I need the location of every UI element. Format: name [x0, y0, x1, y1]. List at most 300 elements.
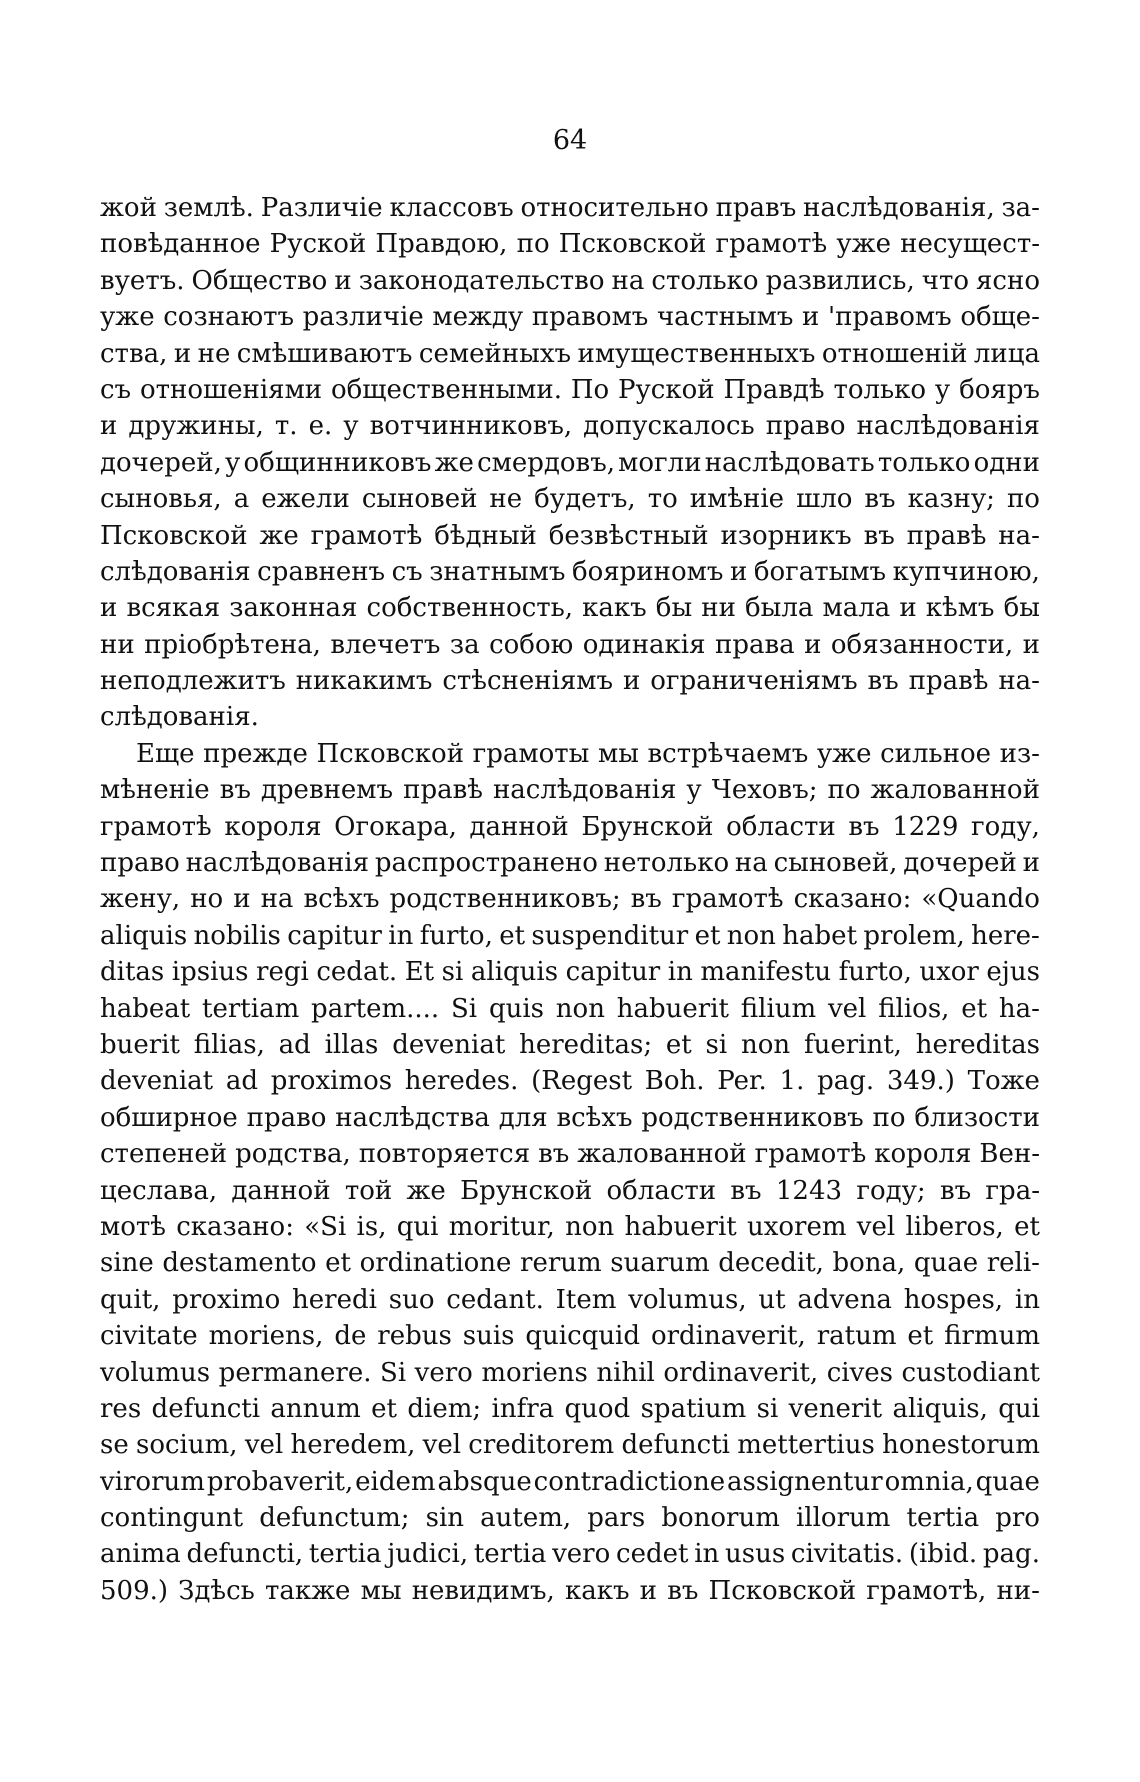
word: de — [334, 1321, 367, 1352]
word: невидимъ, — [411, 1575, 555, 1606]
word: какъ — [564, 1575, 630, 1606]
word: правѣ — [906, 520, 987, 551]
text-line — [100, 1318, 1040, 1354]
word: из- — [999, 738, 1040, 769]
word: неподлежитъ — [100, 666, 286, 697]
word: prolem, — [863, 920, 965, 951]
word: et — [665, 1029, 692, 1060]
word: capitur — [287, 920, 382, 951]
word: spatium — [640, 1393, 747, 1424]
word: въ — [864, 484, 896, 515]
text-line — [100, 336, 1040, 372]
word: venerit — [788, 1393, 883, 1424]
word: sin — [425, 1503, 465, 1534]
word: мотѣ — [100, 1211, 166, 1242]
word: filium — [740, 993, 817, 1024]
word: и — [1022, 848, 1040, 879]
word: законная — [229, 593, 358, 624]
word: heredes. — [404, 1066, 519, 1097]
word: civitatis. — [790, 1539, 904, 1570]
word: (Regest — [531, 1066, 633, 1097]
word: частнымъ — [656, 302, 794, 333]
word: bona, — [832, 1248, 906, 1279]
word: quae — [913, 1248, 979, 1279]
word: defunctum; — [259, 1503, 410, 1534]
word: казну; — [907, 484, 995, 515]
word: destamento — [162, 1248, 317, 1279]
word: moriens — [481, 1357, 588, 1388]
word: же — [406, 1175, 446, 1206]
word: contradictione — [533, 1466, 726, 1497]
word: Тоже — [967, 1066, 1040, 1097]
word: ежели — [261, 484, 350, 515]
word: «Si — [304, 1211, 347, 1242]
word: слѣдованія — [100, 556, 251, 587]
word: pag. — [817, 1066, 875, 1097]
word: vel — [827, 993, 867, 1024]
word: грамоты — [472, 738, 590, 769]
word: несущест- — [900, 229, 1040, 260]
word: дружины, — [128, 411, 264, 442]
text-line — [100, 1245, 1040, 1281]
text-line — [100, 991, 1040, 1027]
word: buerit — [100, 1029, 180, 1060]
word: qui — [396, 1211, 439, 1242]
word: ясно — [976, 265, 1040, 296]
word: дочерей, — [100, 447, 222, 478]
word: какъ — [582, 593, 647, 624]
text-line — [100, 954, 1040, 990]
word: firmum — [944, 1321, 1040, 1352]
word: право — [765, 411, 846, 442]
word: Руской — [618, 374, 715, 405]
word: virorum — [100, 1466, 205, 1497]
word: за- — [1001, 193, 1040, 223]
text-line — [100, 445, 1040, 481]
word: illas — [324, 1029, 379, 1060]
word: допускалось — [583, 411, 755, 442]
word: manifestu — [700, 957, 832, 988]
word: partem.... — [311, 993, 440, 1024]
word: in — [694, 1539, 720, 1570]
word: области — [606, 1175, 717, 1206]
word: сознаютъ — [163, 302, 295, 333]
word: одинакія — [582, 629, 706, 660]
word: у — [343, 411, 359, 442]
text-line — [100, 263, 1040, 299]
body-text — [100, 190, 1040, 1609]
word: pag. — [982, 1539, 1040, 1570]
word: here- — [971, 920, 1040, 951]
word: стѣсненіямъ — [442, 666, 614, 697]
word: также — [265, 1575, 351, 1606]
text-line — [100, 736, 1040, 772]
word: и — [804, 629, 822, 660]
word: мы — [360, 1575, 402, 1606]
word: permanere. — [218, 1357, 372, 1388]
word: на — [260, 884, 294, 915]
word: для — [498, 1102, 548, 1133]
word: Еще — [136, 738, 195, 769]
word: мѣненіе — [100, 775, 210, 806]
word: наслѣдовать — [704, 447, 875, 478]
word: гра- — [985, 1175, 1040, 1206]
word: habet — [782, 920, 858, 951]
text-line — [100, 918, 1040, 954]
word: не — [489, 484, 523, 515]
word: у — [225, 447, 241, 478]
page-number: 64 — [552, 125, 588, 156]
text-line — [100, 372, 1040, 408]
word: reli- — [986, 1248, 1040, 1279]
word: aliquis, — [892, 1393, 988, 1424]
word: на- — [998, 666, 1040, 697]
word: въ — [848, 811, 880, 842]
word: же — [259, 520, 299, 551]
word: бояриномъ — [571, 556, 724, 587]
word: законодательство — [358, 265, 605, 296]
text-line — [100, 226, 1040, 262]
word: данной — [231, 1175, 331, 1206]
word: общественными. — [330, 374, 562, 405]
word: moritur, — [448, 1211, 555, 1242]
word: ha- — [998, 993, 1040, 1024]
word: defuncti, — [186, 1539, 304, 1570]
word: по — [516, 229, 550, 260]
word: Руской — [269, 229, 367, 260]
word: ordinaverit, — [650, 1321, 806, 1352]
word: si — [705, 1029, 728, 1060]
word: мы — [597, 738, 639, 769]
word: tertia — [308, 1539, 382, 1570]
word: и — [802, 302, 820, 333]
word: ut — [758, 1284, 786, 1315]
word: socium, — [136, 1430, 238, 1461]
text-line — [100, 518, 1040, 554]
word: данной — [469, 811, 569, 842]
word: по — [872, 1102, 906, 1133]
text-line — [100, 1173, 1040, 1209]
word: suo — [388, 1284, 435, 1315]
word: имущественныхъ — [577, 338, 816, 369]
word: то — [647, 484, 678, 515]
word: bonorum — [661, 1503, 780, 1534]
word: короля — [224, 811, 322, 842]
word: родственниковъ; — [389, 884, 621, 915]
word: Псковской — [558, 229, 707, 260]
word: vero — [552, 1539, 611, 1570]
word: 1243 — [775, 1175, 843, 1206]
word: сказано: — [176, 1211, 294, 1242]
text-line — [100, 881, 1040, 917]
word: mettertius — [737, 1430, 875, 1461]
word: honestorum — [882, 1430, 1040, 1461]
word: usus — [724, 1539, 786, 1570]
word: illorum — [795, 1503, 891, 1534]
word: aliquis — [100, 920, 188, 951]
word: правѣ — [403, 775, 483, 806]
word: богатымъ — [753, 556, 887, 587]
word: распространено — [374, 848, 598, 879]
word: различіе — [302, 302, 424, 333]
text-line — [100, 481, 1040, 517]
text-line — [100, 1500, 1040, 1536]
word: 1. — [779, 1066, 805, 1097]
word: же — [434, 447, 474, 478]
word: на — [734, 848, 768, 879]
word: землѣ. — [163, 193, 254, 223]
text-line — [100, 1063, 1040, 1099]
word: была — [745, 593, 814, 624]
word: heredi — [292, 1284, 377, 1315]
word: annum — [270, 1393, 361, 1424]
word: regi — [256, 957, 309, 988]
word: Item — [555, 1284, 617, 1315]
word: обширное — [100, 1102, 238, 1133]
word: жой — [100, 193, 157, 223]
word: и — [622, 666, 641, 697]
word: нетолько — [603, 848, 730, 879]
word: общинниковъ — [243, 447, 432, 478]
word: вотчинниковъ, — [369, 411, 573, 442]
word: quicquid — [525, 1321, 641, 1352]
word: въ — [538, 1139, 570, 1170]
word: Псковской — [100, 520, 248, 551]
word: non — [555, 993, 605, 1024]
text-line — [100, 1536, 1040, 1572]
word: moriens, — [208, 1321, 324, 1352]
word: pars — [587, 1503, 646, 1534]
word: ad — [278, 1029, 311, 1060]
word: 349.) — [886, 1066, 955, 1097]
word: uxorem — [747, 1211, 847, 1242]
word: сыновей, — [773, 848, 898, 879]
word: права — [714, 629, 795, 660]
word: съ — [391, 556, 423, 587]
word: въ — [939, 1175, 972, 1206]
word: наслѣдства — [335, 1102, 490, 1133]
word: Общество — [191, 265, 328, 296]
word: и — [729, 556, 748, 587]
word: habuerit — [616, 993, 729, 1024]
word: quae — [975, 1466, 1040, 1497]
word: cedet — [616, 1539, 689, 1570]
word: proximo — [172, 1284, 281, 1315]
word: judici, — [387, 1539, 469, 1570]
word: tertia — [473, 1539, 547, 1570]
word: ejus — [986, 957, 1040, 988]
word: прежде — [203, 738, 308, 769]
word: и — [100, 593, 118, 624]
word: decedit, — [718, 1248, 824, 1279]
word: жалованной — [870, 775, 1040, 806]
word: furto, — [419, 920, 493, 951]
word: году; — [856, 1175, 926, 1206]
word: custodiant — [901, 1357, 1040, 1388]
word: и — [100, 411, 118, 442]
word: сильное — [880, 738, 992, 769]
word: правомъ — [531, 302, 649, 333]
word: грамотѣ — [100, 811, 212, 842]
word: et — [371, 1393, 397, 1424]
word: цеслава, — [100, 1175, 218, 1206]
word: что — [921, 265, 969, 296]
word: absque — [437, 1466, 532, 1497]
word: всѣхъ — [556, 1102, 633, 1133]
text-line — [100, 845, 1040, 881]
word: si — [756, 1393, 779, 1424]
word: in — [1014, 1284, 1040, 1315]
word: ordinaverit, — [663, 1357, 819, 1388]
word: семейныхъ — [418, 338, 572, 369]
word: suspenditur — [531, 920, 689, 951]
word: По — [570, 374, 610, 405]
word: году, — [971, 811, 1040, 842]
text-line — [100, 699, 1040, 735]
word: ограниченіямъ — [650, 666, 858, 697]
word: Правдѣ — [723, 374, 825, 405]
word: autem, — [480, 1503, 572, 1534]
word: право — [246, 1102, 327, 1133]
word: а — [233, 484, 250, 515]
word: въ — [219, 775, 251, 806]
word: влечетъ — [330, 629, 441, 660]
word: ordinatione — [359, 1248, 512, 1279]
word: in — [388, 920, 414, 951]
word: наслѣдованія — [492, 775, 677, 806]
word: купчиною, — [892, 556, 1040, 587]
word: родственниковъ — [641, 1102, 864, 1133]
word: не — [197, 338, 231, 369]
word: бы — [655, 593, 693, 624]
word: et — [1014, 1211, 1040, 1242]
word: et — [499, 920, 526, 951]
word: (ibid. — [908, 1539, 978, 1570]
text-line — [100, 554, 1040, 590]
word: ни- — [996, 1575, 1040, 1606]
word: грамотѣ — [671, 884, 784, 915]
word: Чеховъ; — [711, 775, 818, 806]
word: той — [344, 1175, 393, 1206]
word: cedat. — [316, 957, 398, 988]
word: nihil — [596, 1357, 655, 1388]
word: Et — [404, 957, 435, 988]
word: volumus — [100, 1357, 211, 1388]
word: aliquis — [470, 957, 559, 988]
word: heredem, — [290, 1430, 416, 1461]
word: и — [639, 1575, 658, 1606]
word: non — [726, 920, 776, 951]
word: уже — [836, 229, 891, 260]
word: habuerit — [624, 1211, 737, 1242]
word: omnia, — [884, 1466, 974, 1497]
word: eidem — [355, 1466, 436, 1497]
word: бояръ — [959, 374, 1040, 405]
word: въ — [667, 1575, 699, 1606]
word: грамотѣ — [310, 520, 423, 551]
word: безвѣстный — [548, 520, 709, 551]
text-line — [100, 1209, 1040, 1245]
word: se — [100, 1430, 129, 1461]
word: uxor — [919, 957, 979, 988]
word: fuerint, — [803, 1029, 902, 1060]
word: is, — [356, 1211, 387, 1242]
word: quis — [488, 993, 544, 1024]
text-line — [100, 809, 1040, 845]
word: defuncti — [621, 1430, 730, 1461]
word: только — [833, 374, 927, 405]
word: близости — [914, 1102, 1040, 1133]
word: res — [100, 1393, 142, 1424]
word: у — [934, 374, 951, 405]
word: родства, — [235, 1139, 351, 1170]
word: nobilis — [193, 920, 281, 951]
word: собою — [489, 629, 574, 660]
word: cives — [826, 1357, 893, 1388]
word: въ — [730, 1175, 762, 1206]
word: съ — [100, 374, 132, 405]
word: изорникъ — [720, 520, 852, 551]
word: ditas — [100, 957, 165, 988]
word: 'правомъ — [828, 302, 952, 333]
word: pro — [995, 1503, 1040, 1534]
word: дочерей — [903, 848, 1017, 879]
word: habeat — [100, 993, 191, 1024]
word: но — [190, 884, 224, 915]
word: на — [611, 265, 645, 296]
word: грамотѣ — [715, 229, 828, 260]
word: собственность, — [366, 593, 574, 624]
word: пріобрѣтена, — [144, 629, 321, 660]
word: et — [694, 920, 721, 951]
word: deveniat — [392, 1029, 506, 1060]
word: suarum — [610, 1248, 710, 1279]
word: furto, — [838, 957, 912, 988]
word: quit, — [100, 1284, 161, 1315]
word: сыновья, — [100, 484, 222, 515]
text-line — [100, 299, 1040, 335]
text-line — [100, 1573, 1040, 1609]
word: quod — [564, 1393, 631, 1424]
word: Псковской — [708, 1575, 857, 1606]
word: ни — [100, 629, 135, 660]
word: е. — [308, 411, 333, 442]
word: et — [325, 1248, 352, 1279]
word: наслѣдованія — [185, 848, 370, 879]
word: liberos, — [905, 1211, 1004, 1242]
word: ad — [225, 1066, 258, 1097]
word: въ — [630, 884, 662, 915]
text-line — [100, 1100, 1040, 1136]
word: «Quando — [921, 884, 1040, 915]
word: Si — [450, 993, 478, 1024]
word: rebus — [377, 1321, 452, 1352]
word: по — [1006, 484, 1040, 515]
word: et — [907, 1321, 934, 1352]
word: шло — [796, 484, 853, 515]
word: сравненъ — [257, 556, 386, 587]
word: знатнымъ — [429, 556, 566, 587]
word: и — [1022, 629, 1040, 660]
word: et — [961, 993, 988, 1024]
word: жалованной — [577, 1139, 747, 1170]
word: volumus, — [628, 1284, 747, 1315]
text-line — [100, 663, 1040, 699]
word: ства, — [100, 338, 168, 369]
word: на- — [998, 520, 1040, 551]
word: hereditas; — [519, 1029, 653, 1060]
word: anima — [100, 1539, 181, 1570]
